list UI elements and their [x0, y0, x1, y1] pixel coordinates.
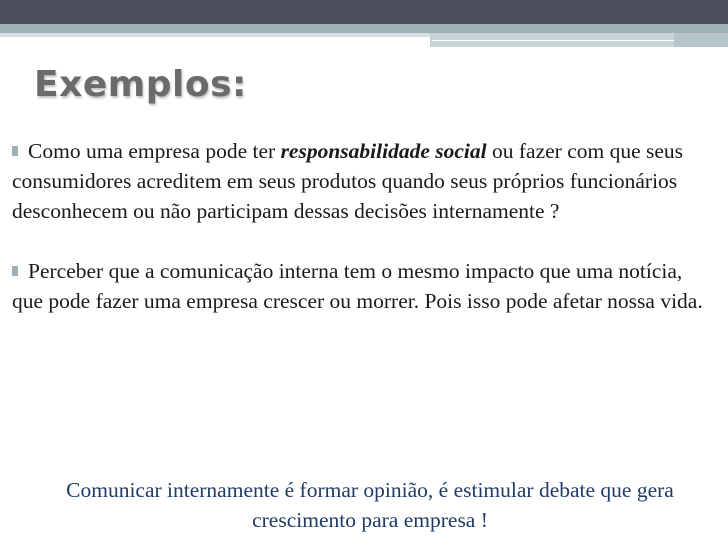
bullet-2-text: Perceber que a comunicação interna tem o mesmo impacto que uma notícia, que pode fazer uma empresa crescer ou morrer. Pois isso pode afetar nossa vida.: [12, 259, 703, 313]
bullet-1-text-end: ou fazer com que seus consumidores acreditem em seus produtos quando seus próprios funcionários desconhecem ou não participam dessas decisões internamente ?: [12, 139, 684, 223]
conclusion-text: Comunicar internamente é formar opinião, é estimular debate que gera crescimento para empresa !: [66, 478, 674, 532]
slide-title: Exemplos:: [34, 64, 247, 105]
slide-body: [12, 136, 712, 316]
decorative-line: [432, 40, 675, 41]
bullet-1-text-start: Como uma empresa pode ter: [28, 139, 281, 163]
bullet-item-1: [12, 136, 712, 226]
accent-band: [0, 24, 728, 33]
accent-band-light: [0, 33, 430, 37]
bullet-item-2: [12, 256, 712, 316]
top-bar: [0, 0, 728, 24]
bullet-square-icon: [12, 266, 18, 276]
decorative-corner: [674, 33, 728, 47]
bullet-1-emphasis-2: social: [435, 139, 487, 163]
bullet-1-emphasis-1: responsabilidade: [280, 139, 430, 163]
bullet-square-icon: [12, 146, 18, 156]
